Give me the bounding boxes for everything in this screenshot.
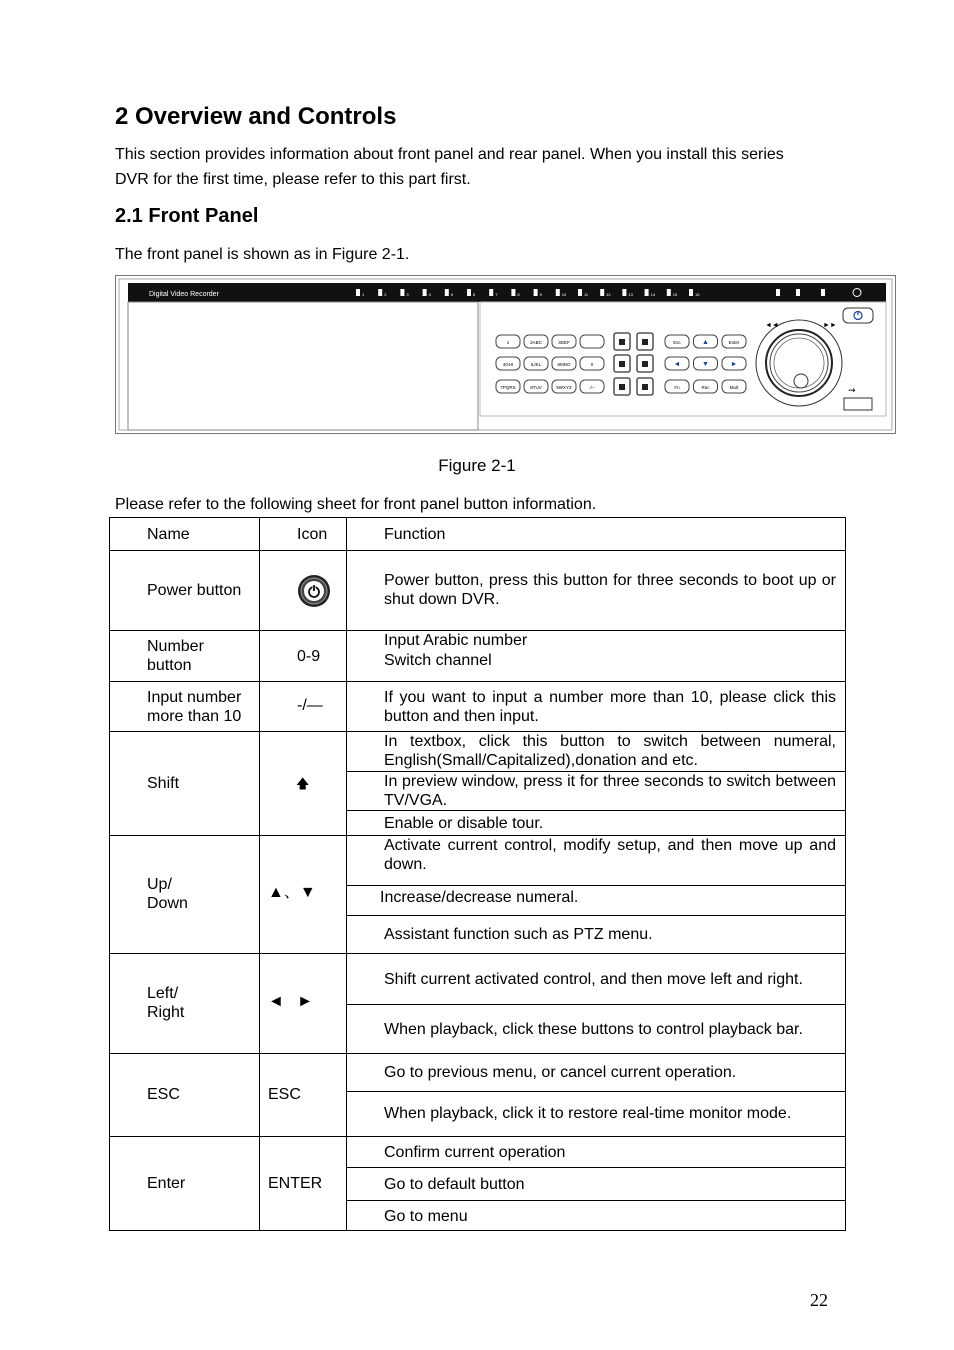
- channel-led: [578, 289, 582, 296]
- channel-led: [556, 289, 560, 296]
- row-updown-function-3: Assistant function such as PTZ menu.: [384, 926, 653, 943]
- row-enter-icon: ENTER: [268, 1175, 323, 1192]
- playback-button-glyph: [619, 339, 625, 345]
- channel-led: [467, 289, 471, 296]
- keypad-button-label: 7PQRS: [500, 385, 516, 390]
- channel-led: [423, 289, 427, 296]
- channel-number: 9: [539, 292, 542, 297]
- channel-led: [667, 289, 671, 296]
- playback-button-glyph: [642, 384, 648, 390]
- row-input-function: If you want to input a number more than 10, please click this button and then input.: [384, 689, 836, 725]
- channel-number: 6: [473, 292, 476, 297]
- channel-led: [356, 289, 360, 296]
- row-updown-function-1: Activate current control, modify setup, and then move up and down.: [384, 837, 836, 873]
- row-power-name: Power button: [147, 582, 242, 599]
- display-window: [128, 302, 478, 430]
- row-shift-name: Shift: [147, 775, 180, 792]
- channel-number: 8: [517, 292, 520, 297]
- playback-button-glyph: [619, 361, 625, 367]
- channel-led: [400, 289, 404, 296]
- row-number-name-1: Number: [147, 638, 204, 655]
- channel-number: 2: [384, 292, 387, 297]
- header-name: Name: [147, 526, 190, 543]
- row-esc-icon: ESC: [268, 1086, 301, 1103]
- row-shift-function-2: In preview window, press it for three seconds to switch between TV/VGA.: [384, 773, 836, 809]
- header-icon: Icon: [297, 526, 328, 543]
- sheet-intro: Please refer to the following sheet for front panel button information.: [115, 496, 597, 513]
- row-enter-function-1: Confirm current operation: [384, 1144, 566, 1161]
- left-right-arrow-icons: ◄ ►: [268, 993, 314, 1010]
- channel-led: [534, 289, 538, 296]
- page-number: 22: [810, 1290, 828, 1310]
- row-leftright-name-2: Right: [147, 1004, 185, 1021]
- keypad-button-label: 2ABC: [530, 340, 542, 345]
- channel-led: [378, 289, 382, 296]
- row-shift-function-3: Enable or disable tour.: [384, 815, 544, 832]
- row-input-name-1: Input number: [147, 689, 242, 706]
- row-enter-function-3: Go to menu: [384, 1208, 468, 1225]
- channel-number: 4: [428, 292, 431, 297]
- power-button[interactable]: [843, 308, 873, 323]
- nav-button-label: Fn: [674, 385, 680, 390]
- playback-button-glyph: [619, 384, 625, 390]
- channel-number: 15: [672, 292, 678, 297]
- nav-button-label: Esc: [673, 340, 681, 345]
- keypad-button-label: 8TUV: [530, 385, 542, 390]
- row-esc-function-2: When playback, click it to restore real-time monitor mode.: [384, 1105, 792, 1122]
- row-updown-function-2: Increase/decrease numeral.: [380, 889, 579, 906]
- channel-led: [645, 289, 649, 296]
- header-function: Function: [384, 526, 446, 543]
- row-input-name-2: more than 10: [147, 708, 242, 725]
- dvr-front-panel-figure: [115, 275, 896, 434]
- channel-number: 12: [606, 292, 611, 297]
- row-enter-name: Enter: [147, 1175, 186, 1192]
- intro-line-2: DVR for the first time, please refer to this part first.: [115, 171, 471, 188]
- nav-button-label: Mult: [729, 385, 739, 390]
- row-esc-name: ESC: [147, 1086, 180, 1103]
- channel-number: 5: [450, 292, 454, 297]
- nav-button-label: ▲: [702, 339, 709, 346]
- jog-shuttle-dial[interactable]: [756, 320, 842, 406]
- channel-number: 7: [495, 292, 498, 297]
- row-shift-function-1: In textbox, click this button to switch between numeral, English(Small/Capitalized),donation and etc.: [384, 733, 836, 769]
- svg-text:◄◄: ◄◄: [765, 322, 779, 329]
- channel-led: [489, 289, 493, 296]
- nav-button-label: ◄: [673, 361, 681, 368]
- playback-button-glyph: [642, 361, 648, 367]
- channel-led: [622, 289, 626, 296]
- nav-button-label: ▼: [702, 361, 709, 368]
- button-info-table: [109, 517, 846, 1231]
- power-icon: [296, 573, 332, 609]
- channel-number: 10: [561, 292, 567, 297]
- keypad-button-label: 3DEF: [558, 340, 570, 345]
- figure-caption: Figure 2-1: [438, 456, 516, 475]
- keypad-button-label: 4GHI: [502, 362, 514, 367]
- keypad-button-label: -/--: [589, 385, 595, 390]
- shift-arrow-icon: 🡅: [296, 776, 310, 791]
- section-heading: 2 Overview and Controls: [115, 103, 397, 130]
- row-esc-function-1: Go to previous menu, or cancel current operation.: [384, 1064, 737, 1081]
- svg-text:►►: ►►: [823, 322, 837, 329]
- keypad-button-label: 9WXYZ: [556, 385, 572, 390]
- keypad-button-label: 6MNO: [557, 362, 571, 367]
- front-panel-text: The front panel is shown as in Figure 2-1.: [115, 246, 410, 263]
- row-number-icon: 0-9: [297, 648, 321, 665]
- keypad-button-label: 0: [590, 362, 594, 367]
- nav-button-label: ►: [730, 361, 738, 368]
- row-updown-name-2: Down: [147, 895, 188, 912]
- channel-number: 3: [406, 292, 409, 297]
- row-number-name-2: button: [147, 657, 192, 674]
- intro-line-1: This section provides information about front panel and rear panel. When you install this series: [115, 146, 784, 163]
- up-down-arrow-icons: ▲、▼: [268, 884, 316, 901]
- brand-label: Digital Video Recorder: [149, 291, 219, 298]
- channel-number: 11: [584, 292, 589, 297]
- subsection-heading: 2.1 Front Panel: [115, 205, 259, 227]
- playback-button-glyph: [642, 339, 648, 345]
- nav-button-label: Rec: [701, 385, 710, 390]
- row-leftright-name-1: Left/: [147, 985, 179, 1002]
- channel-number: 16: [695, 292, 700, 297]
- keypad-button[interactable]: [580, 335, 604, 348]
- keypad-buttons: [496, 333, 746, 395]
- top-strip: [128, 283, 886, 302]
- nav-button-label: Enter: [728, 340, 740, 345]
- row-enter-function-2: Go to default button: [384, 1176, 525, 1193]
- channel-number: 13: [628, 292, 633, 297]
- keypad-button-label: 5JKL: [530, 362, 542, 367]
- row-updown-name-1: Up/: [147, 876, 172, 893]
- channel-led: [689, 289, 693, 296]
- row-leftright-function-2: When playback, click these buttons to control playback bar.: [384, 1021, 803, 1038]
- svg-text:⇝: ⇝: [848, 385, 856, 395]
- channel-led: [600, 289, 604, 296]
- row-leftright-function-1: Shift current activated control, and then move left and right.: [384, 971, 803, 988]
- row-number-function-2: Switch channel: [384, 652, 492, 669]
- row-power-function: Power button, press this button for three seconds to boot up or shut down DVR.: [384, 572, 836, 608]
- row-number-function-1: Input Arabic number: [384, 632, 528, 649]
- channel-led: [445, 289, 449, 296]
- keypad-button-label: 1: [506, 340, 510, 345]
- channel-number: 1: [362, 292, 365, 297]
- row-input-icon: -/—: [297, 697, 323, 714]
- channel-led: [511, 289, 515, 296]
- channel-number: 14: [650, 292, 656, 297]
